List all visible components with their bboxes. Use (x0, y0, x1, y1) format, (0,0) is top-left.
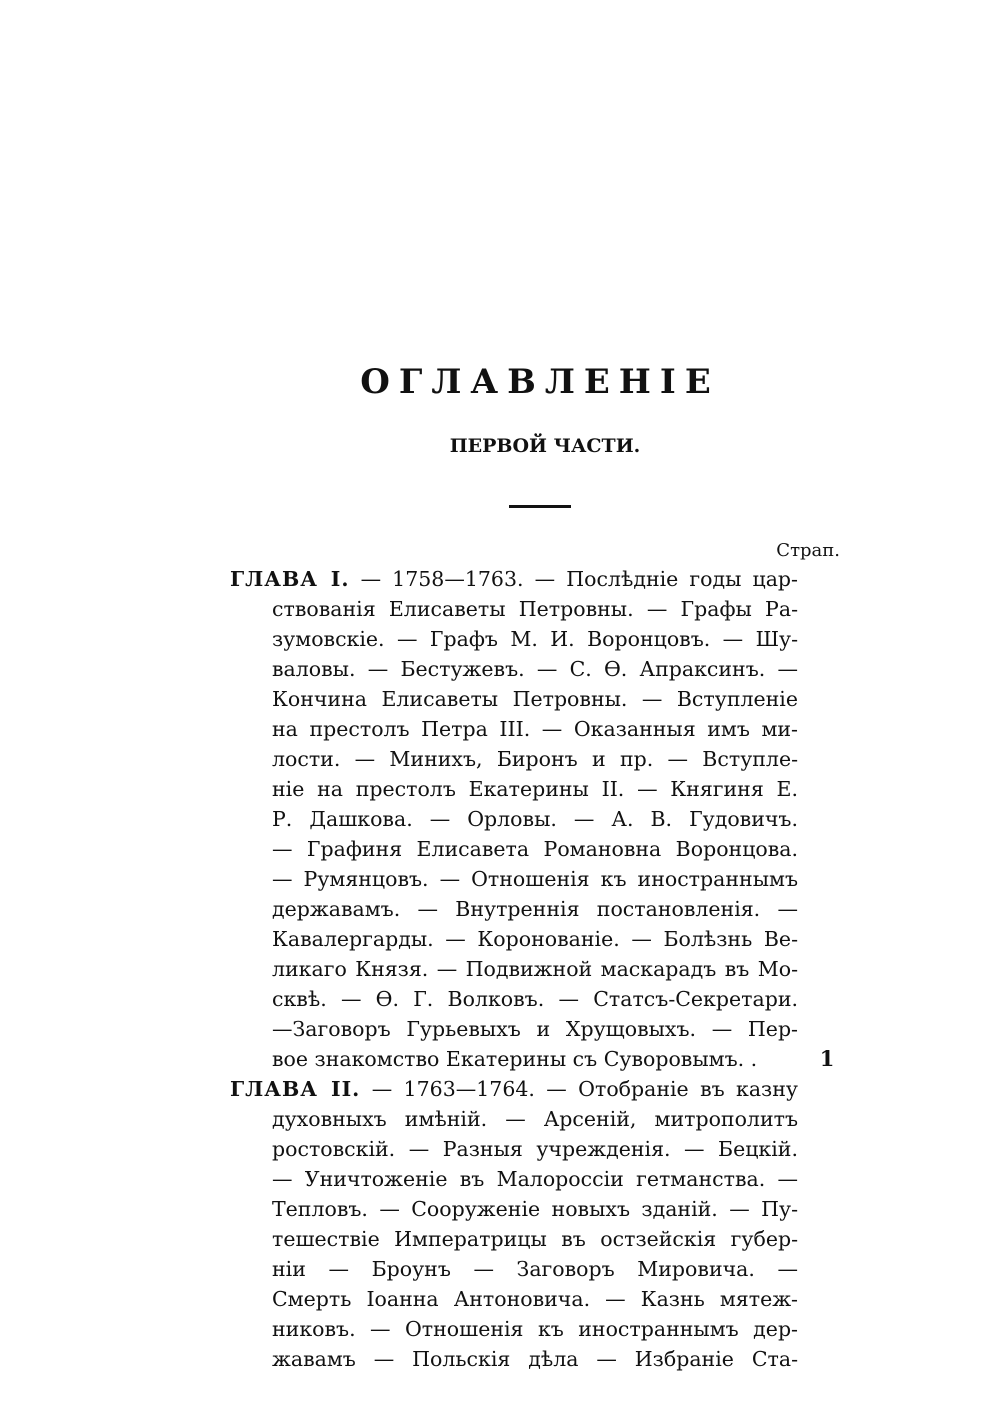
toc-line: ніе на престолъ Екатерины II. — Княгиня Е. (272, 777, 798, 801)
toc-line: ніи — Броунъ — Заговоръ Мировича. — (272, 1257, 798, 1281)
toc-line: Кончина Елисаветы Петровны. — Вступленіе (272, 687, 798, 711)
toc-line: ГЛАВА I. — 1758—1763. — Послѣдніе годы цар- (230, 567, 798, 591)
toc-line: на престолъ Петра III. — Оказанныя имъ ми- (272, 717, 798, 741)
toc-line: Р. Дашкова. — Орловы. — А. В. Гудовичъ. (272, 807, 798, 831)
toc-line: — Уничтоженіе въ Малороссіи гетманства. — (272, 1167, 798, 1191)
toc-line: лости. — Минихъ, Биронъ и пр. — Вступле- (272, 747, 798, 771)
page-column-label: Страп. (776, 540, 840, 561)
chapter-label: ГЛАВА II. (230, 1077, 361, 1101)
toc-line: зумовскіе. — Графъ М. И. Воронцовъ. — Шу- (272, 627, 798, 651)
chapter-page-number: 1 (819, 1046, 835, 1071)
page-title: ОГЛАВЛЕНІЕ (360, 362, 720, 402)
toc-line: сквѣ. — Ѳ. Г. Волковъ. — Статсъ-Секретари. (272, 987, 798, 1011)
toc-line: Кавалергарды. — Коронованіе. — Болѣзнь Ве- (272, 927, 798, 951)
toc-line: — Румянцовъ. — Отношенія къ иностраннымъ (272, 867, 798, 891)
toc-line: ГЛАВА II. — 1763—1764. — Отобраніе въ казну (230, 1077, 798, 1101)
toc-line: никовъ. — Отношенія къ иностраннымъ дер- (272, 1317, 798, 1341)
toc-line: —Заговоръ Гурьевыхъ и Хрущовыхъ. — Пер- (272, 1017, 798, 1041)
toc-line: Смерть Іоанна Антоновича. — Казнь мятеж- (272, 1287, 798, 1311)
toc-line: ростовскій. — Разныя учрежденія. — Бецкій. (272, 1137, 798, 1161)
toc-line: валовы. — Бестужевъ. — С. Ѳ. Апраксинъ. — (272, 657, 798, 681)
toc-line: державамъ. — Внутреннія постановленія. — (272, 897, 798, 921)
toc-line: вое знакомство Екатерины съ Суворовымъ. . (272, 1047, 758, 1071)
page-subtitle: ПЕРВОЙ ЧАСТИ. (449, 435, 641, 457)
chapter-label: ГЛАВА I. (230, 567, 350, 591)
toc-line: Тепловъ. — Сооруженіе новыхъ зданій. — Пу- (272, 1197, 798, 1221)
toc-line: — Графиня Елисавета Романовна Воронцова. (272, 837, 798, 861)
title-divider (509, 505, 571, 508)
toc-line: ствованія Елисаветы Петровны. — Графы Ра- (272, 597, 798, 621)
toc-line: духовныхъ имѣній. — Арсеній, митрополитъ (272, 1107, 798, 1131)
toc-line: жавамъ — Польскія дѣла — Избраніе Ста- (272, 1347, 798, 1371)
toc-line: тешествіе Императрицы въ остзейскія губер- (272, 1227, 798, 1251)
toc-line: ликаго Князя. — Подвижной маскарадъ въ Мо- (272, 957, 798, 981)
